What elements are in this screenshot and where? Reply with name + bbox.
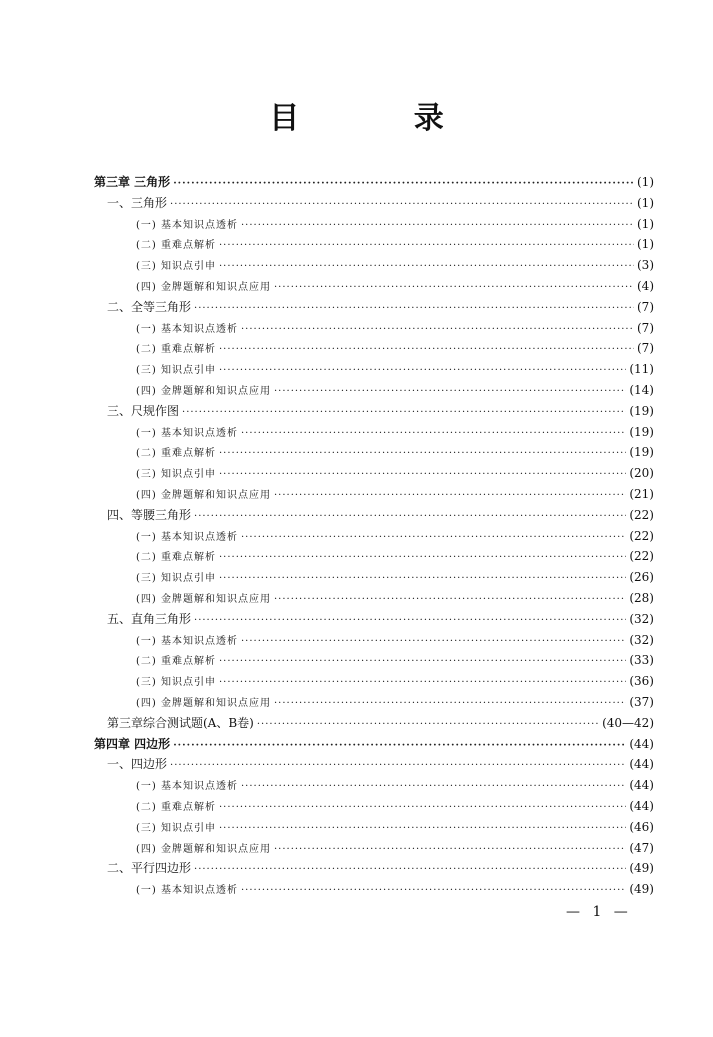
toc-entry-page: (44) bbox=[629, 736, 654, 751]
toc-entry-page: (28) bbox=[629, 590, 654, 605]
toc-leader-dots bbox=[219, 548, 626, 569]
toc-leader-dots bbox=[173, 736, 626, 757]
toc-entry-page: (1) bbox=[637, 237, 654, 252]
toc-subsection-entry[interactable] bbox=[94, 380, 654, 401]
toc-entry-page: (44) bbox=[629, 778, 654, 793]
toc-entry-label: 二、全等三角形 bbox=[107, 299, 192, 314]
toc-leader-dots bbox=[219, 361, 626, 382]
toc-chapter-entry[interactable] bbox=[94, 172, 654, 193]
toc-leader-dots bbox=[219, 798, 626, 819]
toc-entry-label: (一) 基本知识点透析 bbox=[136, 427, 238, 439]
toc-entry-label: (一) 基本知识点透析 bbox=[136, 781, 238, 793]
toc-entry-label: 五、直角三角形 bbox=[107, 611, 192, 626]
toc-subsection-entry[interactable] bbox=[94, 463, 654, 484]
toc-entry-page: (47) bbox=[629, 840, 654, 855]
toc-leader-dots bbox=[173, 174, 634, 195]
toc-entry-page: (4) bbox=[637, 278, 654, 293]
toc-section-entry[interactable] bbox=[94, 505, 654, 526]
toc-subsection-entry[interactable] bbox=[94, 359, 654, 380]
toc-leader-dots bbox=[274, 382, 626, 403]
toc-subsection-entry[interactable] bbox=[94, 630, 654, 651]
toc-entry-label: (三) 知识点引申 bbox=[136, 261, 216, 273]
toc-entry-label: 二、平行四边形 bbox=[107, 861, 192, 876]
toc-entry-label: 第四章 四边形 bbox=[94, 736, 171, 751]
toc-entry-page: (26) bbox=[629, 570, 654, 585]
toc-leader-dots bbox=[170, 756, 626, 777]
toc-leader-dots bbox=[194, 860, 626, 881]
toc-entry-page: (19) bbox=[629, 424, 654, 439]
toc-entry-page: (14) bbox=[629, 382, 654, 397]
toc-entry-page: (49) bbox=[629, 861, 654, 876]
toc-entry-page: (19) bbox=[629, 403, 654, 418]
toc-leader-dots bbox=[170, 195, 634, 216]
toc-entry-page: (40—42) bbox=[602, 715, 654, 730]
toc-entry-page: (44) bbox=[629, 798, 654, 813]
toc-leader-dots bbox=[274, 590, 626, 611]
toc-entry-page: (1) bbox=[637, 175, 654, 189]
toc-leader-dots bbox=[194, 611, 626, 632]
toc-leader-dots bbox=[241, 216, 634, 237]
toc-entry-label: (四) 金牌题解和知识点应用 bbox=[136, 843, 271, 855]
toc-section-entry[interactable] bbox=[94, 713, 654, 734]
toc-section-entry[interactable] bbox=[94, 858, 654, 879]
toc-leader-dots bbox=[241, 320, 634, 341]
toc-leader-dots bbox=[219, 673, 626, 694]
toc-entry-label: (二) 重难点解析 bbox=[136, 552, 216, 564]
toc-leader-dots bbox=[241, 777, 626, 798]
toc-entry-label: (三) 知识点引申 bbox=[136, 573, 216, 585]
toc-entry-label: (一) 基本知识点透析 bbox=[136, 885, 238, 897]
toc-subsection-entry[interactable] bbox=[94, 567, 654, 588]
toc-subsection-entry[interactable] bbox=[94, 276, 654, 297]
toc-entry-page: (7) bbox=[637, 320, 654, 335]
toc-leader-dots bbox=[241, 881, 626, 902]
toc-entry-page: (7) bbox=[637, 299, 654, 314]
toc-entry-label: (一) 基本知识点透析 bbox=[136, 635, 238, 647]
toc-leader-dots bbox=[274, 278, 634, 299]
toc-entry-label: (一) 基本知识点透析 bbox=[136, 531, 238, 543]
toc-entry-page: (20) bbox=[629, 466, 654, 481]
toc-entry-page: (22) bbox=[629, 507, 654, 522]
toc-entry-label: (四) 金牌题解和知识点应用 bbox=[136, 489, 271, 501]
toc-subsection-entry[interactable] bbox=[94, 671, 654, 692]
toc-subsection-entry[interactable] bbox=[94, 775, 654, 796]
toc-subsection-entry[interactable] bbox=[94, 546, 654, 567]
toc-entry-label: (二) 重难点解析 bbox=[136, 344, 216, 356]
toc-leader-dots bbox=[241, 632, 626, 653]
toc-subsection-entry[interactable] bbox=[94, 234, 654, 255]
toc-leader-dots bbox=[274, 840, 626, 861]
toc-leader-dots bbox=[219, 819, 626, 840]
toc-entry-page: (22) bbox=[629, 549, 654, 564]
toc-leader-dots bbox=[219, 569, 626, 590]
toc-leader-dots bbox=[241, 528, 626, 549]
page-number: — 1 — bbox=[566, 904, 632, 920]
toc-entry-page: (32) bbox=[629, 611, 654, 626]
toc-leader-dots bbox=[194, 299, 634, 320]
toc-subsection-entry[interactable] bbox=[94, 338, 654, 359]
toc-section-entry[interactable] bbox=[94, 297, 654, 318]
toc-entry-label: (四) 金牌题解和知识点应用 bbox=[136, 281, 271, 293]
toc-entry-label: 第三章综合测试题(A、B卷) bbox=[107, 715, 254, 730]
toc-leader-dots bbox=[219, 257, 634, 278]
toc-entry-label: (三) 知识点引申 bbox=[136, 469, 216, 481]
toc-entry-label: (三) 知识点引申 bbox=[136, 677, 216, 689]
toc-leader-dots bbox=[219, 652, 626, 673]
toc-leader-dots bbox=[274, 694, 626, 715]
toc-entry-page: (32) bbox=[629, 632, 654, 647]
toc-leader-dots bbox=[194, 507, 626, 528]
toc-section-entry[interactable] bbox=[94, 193, 654, 214]
toc-entry-page: (37) bbox=[629, 694, 654, 709]
toc-entry-page: (7) bbox=[637, 341, 654, 356]
toc-entry-label: (三) 知识点引申 bbox=[136, 822, 216, 834]
toc-leader-dots bbox=[274, 486, 626, 507]
toc-entry-label: (三) 知识点引申 bbox=[136, 365, 216, 377]
toc-entry-page: (44) bbox=[629, 757, 654, 772]
toc-leader-dots bbox=[182, 403, 626, 424]
toc-subsection-entry[interactable] bbox=[94, 526, 654, 547]
table-of-contents bbox=[94, 172, 654, 900]
toc-entry-page: (11) bbox=[629, 362, 654, 377]
toc-leader-dots bbox=[257, 715, 599, 736]
toc-entry-page: (19) bbox=[629, 445, 654, 460]
toc-subsection-entry[interactable] bbox=[94, 692, 654, 713]
toc-entry-label: 一、四边形 bbox=[107, 757, 168, 772]
toc-leader-dots bbox=[219, 236, 634, 257]
page-title: 目 录 bbox=[269, 101, 496, 136]
toc-entry-label: (二) 重难点解析 bbox=[136, 656, 216, 668]
toc-entry-page: (1) bbox=[637, 216, 654, 231]
toc-entry-label: 三、尺规作图 bbox=[107, 403, 180, 418]
toc-entry-label: (二) 重难点解析 bbox=[136, 801, 216, 813]
toc-entry-page: (3) bbox=[637, 258, 654, 273]
toc-entry-label: (二) 重难点解析 bbox=[136, 240, 216, 252]
toc-entry-page: (1) bbox=[637, 195, 654, 210]
toc-leader-dots bbox=[219, 465, 626, 486]
toc-entry-label: 第三章 三角形 bbox=[94, 175, 171, 189]
toc-subsection-entry[interactable] bbox=[94, 214, 654, 235]
toc-entry-label: (一) 基本知识点透析 bbox=[136, 219, 238, 231]
toc-subsection-entry[interactable] bbox=[94, 796, 654, 817]
toc-subsection-entry[interactable] bbox=[94, 838, 654, 859]
toc-entry-page: (36) bbox=[629, 674, 654, 689]
toc-subsection-entry[interactable] bbox=[94, 255, 654, 276]
toc-subsection-entry[interactable] bbox=[94, 817, 654, 838]
toc-subsection-entry[interactable] bbox=[94, 879, 654, 900]
toc-entry-page: (33) bbox=[629, 653, 654, 668]
toc-section-entry[interactable] bbox=[94, 401, 654, 422]
toc-subsection-entry[interactable] bbox=[94, 588, 654, 609]
toc-entry-label: (二) 重难点解析 bbox=[136, 448, 216, 460]
toc-leader-dots bbox=[219, 340, 634, 361]
toc-section-entry[interactable] bbox=[94, 754, 654, 775]
toc-leader-dots bbox=[241, 424, 626, 445]
toc-subsection-entry[interactable] bbox=[94, 442, 654, 463]
toc-entry-label: (四) 金牌题解和知识点应用 bbox=[136, 593, 271, 605]
toc-leader-dots bbox=[219, 444, 626, 465]
toc-entry-label: 一、三角形 bbox=[107, 195, 168, 210]
toc-entry-label: (四) 金牌题解和知识点应用 bbox=[136, 697, 271, 709]
toc-entry-page: (21) bbox=[629, 486, 654, 501]
toc-entry-page: (46) bbox=[629, 819, 654, 834]
toc-subsection-entry[interactable] bbox=[94, 422, 654, 443]
toc-subsection-entry[interactable] bbox=[94, 318, 654, 339]
toc-entry-label: (一) 基本知识点透析 bbox=[136, 323, 238, 335]
toc-subsection-entry[interactable] bbox=[94, 484, 654, 505]
toc-entry-page: (49) bbox=[629, 882, 654, 897]
toc-subsection-entry[interactable] bbox=[94, 650, 654, 671]
toc-entry-label: 四、等腰三角形 bbox=[107, 507, 192, 522]
toc-chapter-entry[interactable] bbox=[94, 734, 654, 755]
toc-entry-page: (22) bbox=[629, 528, 654, 543]
toc-entry-label: (四) 金牌题解和知识点应用 bbox=[136, 385, 271, 397]
toc-section-entry[interactable] bbox=[94, 609, 654, 630]
